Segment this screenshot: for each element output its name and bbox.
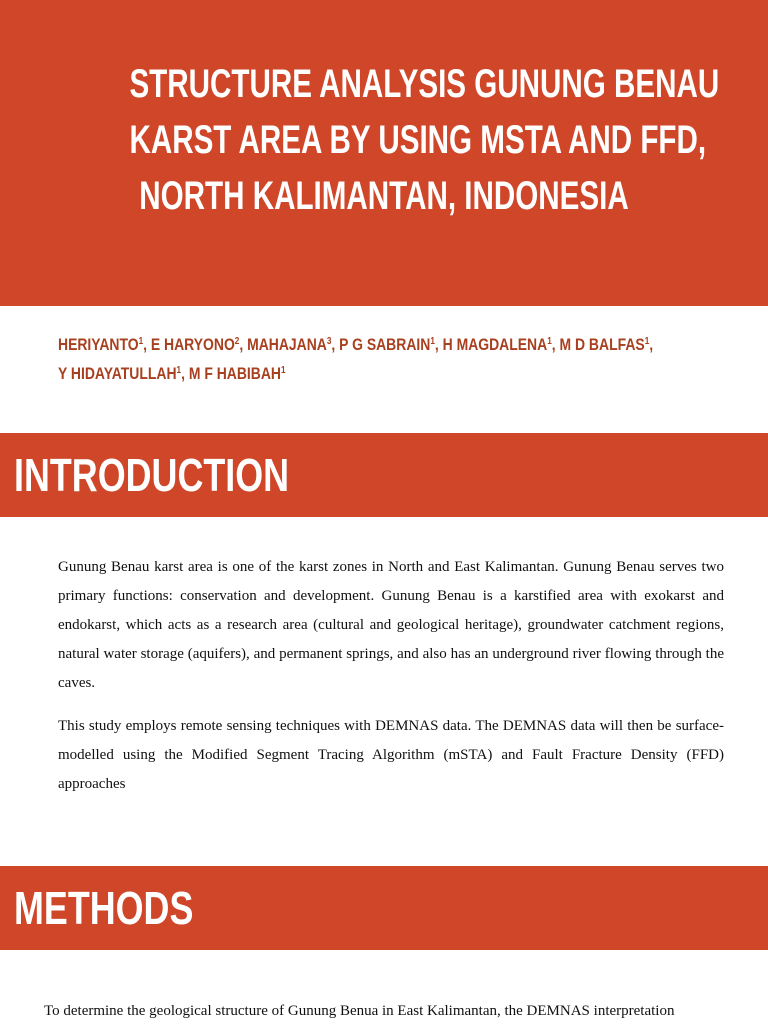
affiliation-mark: 1 [644, 336, 650, 347]
methods-banner [0, 866, 768, 950]
poster-title [129, 56, 720, 224]
author-separator: , [551, 335, 560, 354]
affiliation-mark: 1 [138, 336, 144, 347]
poster-title-line: KARST AREA BY USING MSTA AND FFD, [129, 118, 707, 162]
affiliation-mark: 1 [430, 336, 435, 347]
introduction-paragraph-1: Gunung Benau karst area is one of the karst zones in North and East Kalimantan. Gunung Benau serves two primary functions: conservation and development. Gunung Benau is a karstified area with exokarst and endokarst, which acts as a research area (cultural and geological heritage), groundwater catchment regions, natural water storage (aquifers), and permanent springs, and also has an underground river flowing through the caves. [58, 559, 724, 691]
author-name: M F HABIBAH [188, 364, 281, 383]
methods-heading: METHODS [14, 882, 194, 934]
affiliation-mark: 1 [176, 365, 182, 376]
poster-title-line: NORTH KALIMANTAN, INDONESIA [139, 174, 629, 218]
introduction-banner [0, 433, 768, 517]
author-name: P G SABRAIN [339, 335, 431, 354]
author-name: MAHAJANA [247, 335, 327, 354]
author-separator: , [649, 335, 654, 354]
author-name: E HARYONO [150, 335, 235, 354]
author-name: H MAGDALENA [442, 335, 548, 354]
author-list [58, 330, 654, 388]
methods-paragraph-1: To determine the geological structure of Gunung Benua in East Kalimantan, the DEMNAS interpretation [44, 1003, 675, 1019]
title-banner [0, 0, 768, 306]
author-separator: , [181, 364, 189, 383]
poster-title-line: STRUCTURE ANALYSIS GUNUNG BENAU [129, 62, 720, 106]
author-separator: , [331, 335, 340, 354]
introduction-paragraph-2: This study employs remote sensing techniques with DEMNAS data. The DEMNAS data will then be surface-modelled using the Modified Segment Tracing Algorithm (mSTA) and Fault Fracture Density (FFD) approaches [58, 718, 724, 792]
author-separator: , [239, 335, 248, 354]
affiliation-mark: 1 [547, 336, 552, 347]
affiliation-mark: 2 [234, 336, 240, 347]
introduction-heading: INTRODUCTION [14, 449, 290, 501]
author-line-1 [58, 330, 654, 359]
author-separator: , [434, 335, 443, 354]
author-name: M D BALFAS [559, 335, 645, 354]
affiliation-mark: 3 [326, 336, 332, 347]
author-separator: , [143, 335, 151, 354]
affiliation-mark: 1 [280, 365, 286, 376]
author-name: Y HIDAYATULLAH [58, 364, 177, 383]
author-line-2 [58, 359, 632, 388]
author-name: HERIYANTO [58, 335, 139, 354]
